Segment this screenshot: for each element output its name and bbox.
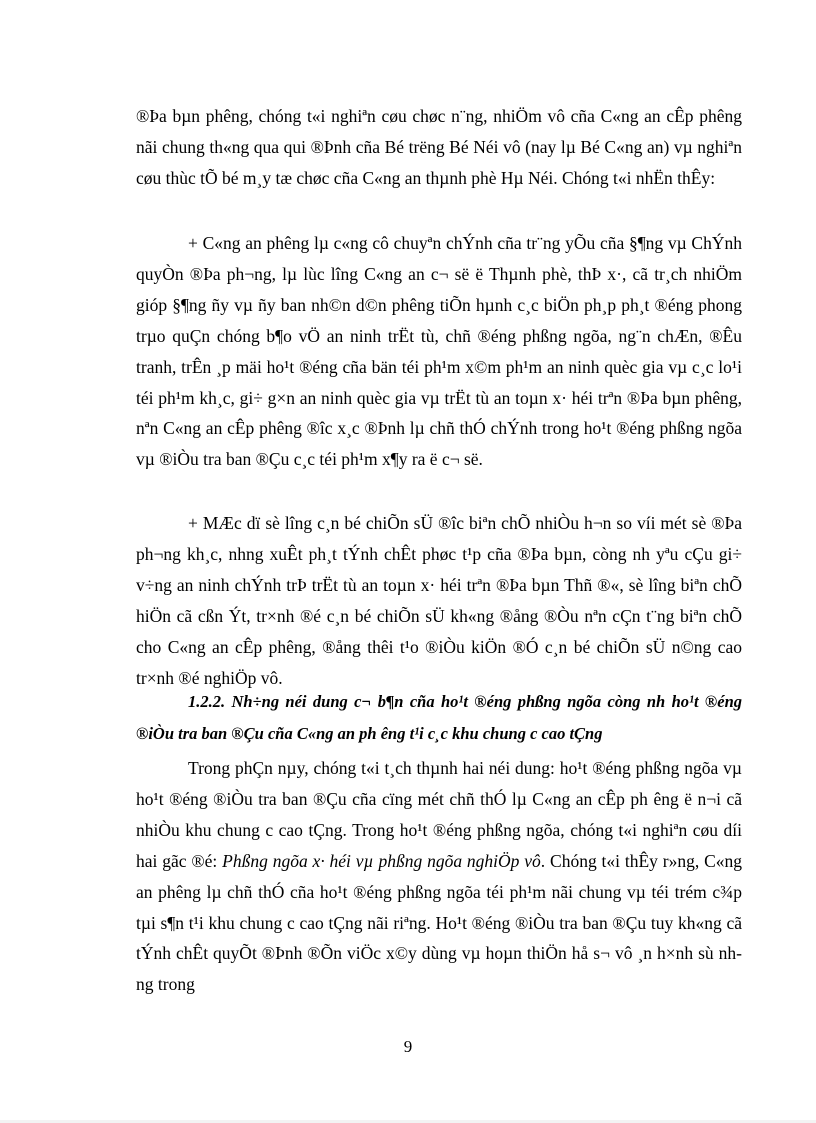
paragraph-2-text: + C«ng an phêng lµ c«ng cô chuyªn chÝnh cña tr¨ng yÕu cña §¶ng vµ ChÝnh quyÒn ®Þa ph¬ng, lµ lùc lîng C«ng an c¬ së ë Thµnh phè, thÞ x·, cã tr¸ch nhiÖm gióp §¶ng ñy vµ ñy ban nh©n d©n phêng tiÕn hµnh c¸c biÖn ph¸p ph¸t ®éng phong trµo quÇn chóng b¶o vÖ an ninh trËt tù, chñ ®éng phßng ngõa, ng¨n chÆn, ®Êu tranh, trÊn ¸p mäi ho¹t ®éng cña bän téi ph¹m x©m ph¹m an ninh quèc gia vµ c¸c lo¹i téi ph¹m kh¸c, gi÷ g×n an ninh quèc gia vµ trËt tù an toµn x· héi trªn ®Þa bµn phêng, nªn C«ng an cÊp phêng ®îc x¸c ®Þnh lµ chñ thÓ chÝnh trong ho¹t ®éng phßng ngõa vµ ®iÒu tra ban ®Çu c¸c téi ph¹m x¶y ra ë c¬ së. (136, 233, 742, 470)
paragraph-4-italic: Phßng ngõa x· héi vµ phßng ngõa nghiÖp vô (222, 850, 541, 871)
paragraph-3-text: + MÆc dï sè lîng c¸n bé chiÕn sÜ ®îc biªn chÕ nhiÒu h¬n so víi mét sè ®Þa ph¬ng kh¸c, nhng xuÊt ph¸t tÝnh chÊt phøc t¹p cña ®Þa bµn, còng nh yªu cÇu gi÷ v÷ng an ninh chÝnh trÞ trËt tù an toµn x· héi trªn ®Þa bµn Thñ ®«, sè lîng biªn chÕ hiÖn cã cßn Ýt, tr×nh ®é c¸n bé chiÕn sÜ kh«ng ®ång ®Òu nªn cÇn t¨ng biªn chÕ cho C«ng an cÊp phêng, ®ång thêi t¹o ®iÒu kiÖn ®Ó c¸n bé chiÕn sÜ n©ng cao tr×nh ®é nghiÖp vô. (136, 513, 742, 688)
page-number: 9 (403, 1037, 413, 1056)
paragraph-4-part-2: . Chóng t«i thÊy r»ng, C«ng an phêng lµ chñ thÓ cña ho¹t ®éng phßng ngõa téi ph¹m nãi chung vµ téi trém c¾p tµi s¶n t¹i khu chung c cao tÇng nãi riªng. Ho¹t ®éng ®iÒu tra ban ®Çu tuy kh«ng cã tÝnh chÊt quyÕt ®Þnh ®Õn viÖc x©y dùng vµ hoµn thiÖn hå s¬ vô ¸n h×nh sù nhng trong (136, 850, 742, 995)
paragraph-4-text (136, 753, 742, 1000)
paragraph-1 (136, 101, 742, 194)
section-heading (136, 686, 742, 750)
paragraph-4-part-1: Trong phÇn nµy, chóng t«i t¸ch thµnh hai néi dung: ho¹t ®éng phßng ngõa vµ ho¹t ®éng ®iÒu tra ban ®Çu cña cïng mét chñ thÓ lµ C«ng an cÊp ph êng ë n¬i cã nhiÒu khu chung c cao tÇng. Trong ho¹t ®éng phßng ngõa, chóng t«i nghiªn cøu díi hai gãc ®é: (136, 758, 742, 871)
paragraph-2 (136, 228, 742, 475)
paragraph-3 (136, 508, 742, 693)
section-heading-text: 1.2.2. Nh÷ng néi dung c¬ b¶n cña ho¹t ®éng phßng ngõa còng nh ho¹t ®éng ®iÒu tra ban ®Çu cña C«ng an ph êng t¹i c¸c khu chung c cao tÇng (136, 692, 742, 743)
paragraph-1-text: ®Þa bµn phêng, chóng t«i nghiªn cøu chøc n¨ng, nhiÖm vô cña C«ng an cÊp phêng nãi chung th«ng qua qui ®Þnh cña Bé trëng Bé Néi vô (nay lµ Bé C«ng an) vµ nghiªn cøu thùc tÕ bé m¸y tæ chøc cña C«ng an thµnh phè Hµ Néi. Chóng t«i nhËn thÊy: (136, 106, 742, 188)
paragraph-4 (136, 753, 742, 1000)
